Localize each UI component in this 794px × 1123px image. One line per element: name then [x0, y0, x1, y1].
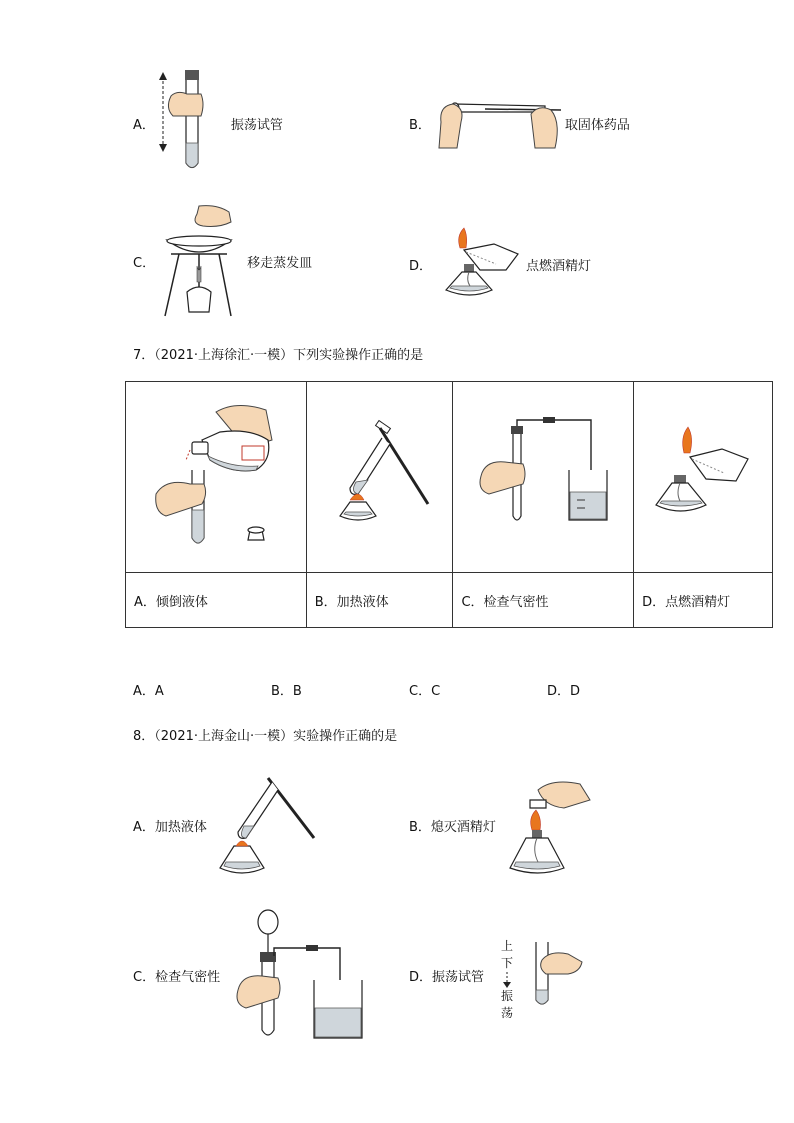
- check-airtightness-illustration: [473, 420, 613, 530]
- light-alcohol-lamp-with-lamp-illustration: [436, 224, 526, 304]
- q7-option-c[interactable]: C．检查气密性: [453, 573, 634, 628]
- label-swing: 荡: [500, 1006, 513, 1020]
- remove-evaporating-dish-illustration: [159, 204, 237, 319]
- q8-option-c[interactable]: [133, 966, 220, 985]
- q6-option-b[interactable]: [409, 92, 630, 154]
- q7-option-d[interactable]: D．点燃酒精灯: [634, 573, 773, 628]
- option-text: 振荡试管: [230, 117, 283, 133]
- heat-liquid-illustration: [216, 772, 326, 882]
- q7-cell-d-image[interactable]: [634, 382, 773, 573]
- q8-stem: 8．（2021·上海金山·一模）实验操作正确的是: [133, 729, 398, 744]
- label-shake: 振: [500, 989, 513, 1003]
- option-letter: B．: [409, 820, 431, 835]
- q7-option-b[interactable]: B．加热液体: [306, 573, 453, 628]
- option-letter: D．: [409, 258, 433, 274]
- q8-option-b[interactable]: [409, 816, 496, 835]
- q6-option-a[interactable]: [133, 68, 283, 178]
- q7-options-table: [125, 381, 773, 628]
- option-text: 移走蒸发皿: [247, 256, 313, 271]
- q7-answer-d[interactable]: D．D: [547, 684, 581, 699]
- q7-cell-a-image[interactable]: [126, 382, 307, 573]
- option-letter: C．: [133, 970, 156, 985]
- q7-answer-c[interactable]: C．C: [409, 684, 441, 699]
- q8-option-a[interactable]: [133, 816, 207, 835]
- label-down: 下: [500, 956, 513, 970]
- pour-liquid-illustration: [146, 400, 286, 550]
- q7-answer-a[interactable]: A．A: [133, 684, 164, 699]
- option-letter: C．: [133, 256, 156, 271]
- option-text: 振荡试管: [432, 970, 485, 985]
- option-letter: B．: [409, 117, 431, 133]
- q6-option-c[interactable]: [133, 204, 312, 319]
- check-airtightness-funnel-illustration: [234, 908, 366, 1040]
- q7-answer-b[interactable]: B．B: [271, 684, 302, 699]
- option-letter: A．: [133, 820, 155, 835]
- option-text: 取固体药品: [564, 117, 630, 133]
- option-letter: D．: [409, 970, 433, 985]
- heat-liquid-illustration: [320, 420, 440, 530]
- q6-option-d[interactable]: [409, 224, 591, 304]
- option-text: 检查气密性: [155, 970, 221, 985]
- option-letter: A．: [133, 117, 155, 133]
- shake-test-tube-illustration: [528, 938, 584, 1010]
- extinguish-alcohol-lamp-illustration: [504, 778, 594, 878]
- option-text: 熄灭酒精灯: [430, 820, 496, 835]
- shake-test-tube-illustration: [155, 68, 235, 178]
- shake-direction-label: [500, 938, 514, 1022]
- light-alcohol-lamp-illustration: [648, 425, 758, 525]
- q7-option-a[interactable]: A．倾倒液体: [126, 573, 307, 628]
- take-solid-reagent-illustration: [435, 92, 565, 154]
- option-text: 点燃酒精灯: [526, 258, 592, 274]
- label-up: 上: [500, 939, 513, 953]
- q7-stem: 7．（2021·上海徐汇·一模）下列实验操作正确的是: [133, 348, 424, 363]
- q7-cell-c-image[interactable]: [453, 382, 634, 573]
- option-text: 加热液体: [154, 820, 207, 835]
- q7-cell-b-image[interactable]: [306, 382, 453, 573]
- q8-option-d[interactable]: [409, 966, 484, 985]
- down-arrow-icon: [500, 972, 514, 988]
